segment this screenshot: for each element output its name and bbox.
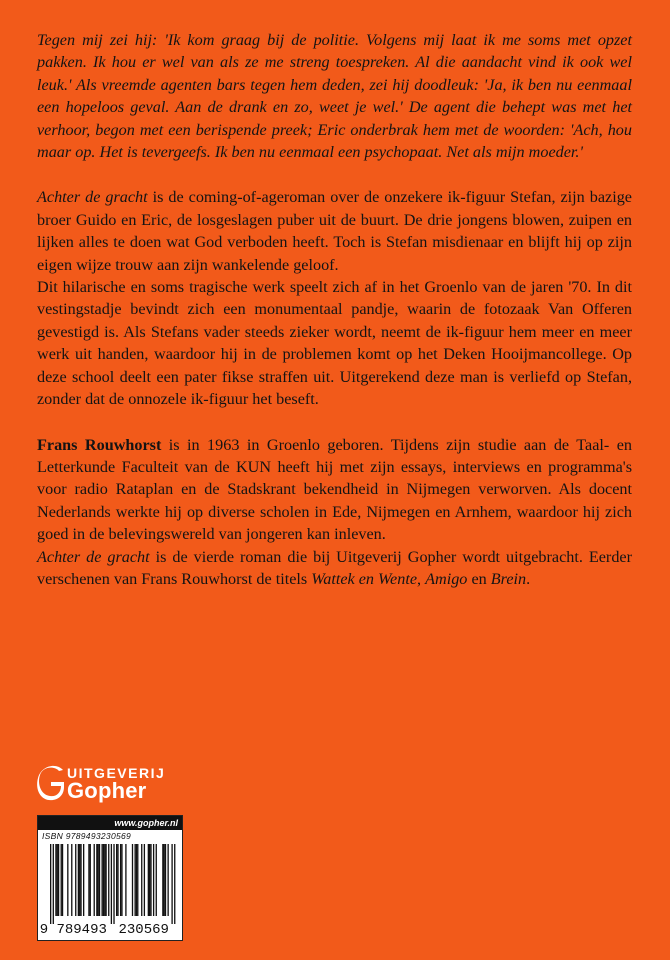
barcode-bar [98,844,99,916]
barcode-bar [80,844,81,916]
barcode-bar [144,844,145,916]
barcode-bar [167,844,168,916]
barcode-digits: 789493 [56,922,107,938]
barcode-bar [132,844,133,916]
barcode-bar [58,844,59,916]
barcode-bar [71,844,72,916]
barcode-bar [165,844,166,916]
barcode-bar [96,844,97,916]
barcode-bar [103,844,104,916]
barcode-bar [53,844,54,924]
barcode-bar [105,844,106,916]
barcode-digits: 230569 [118,922,169,938]
barcode-panel [37,815,183,941]
barcode-bar [149,844,150,916]
author-name: Frans Rouwhorst [37,435,162,454]
barcode-bar [141,844,142,916]
gopher-g-logo-icon [37,765,65,802]
barcode-bar [171,844,172,924]
barcode-bar [108,844,109,916]
barcode-bar [111,844,112,924]
barcode-bar [134,844,135,916]
website-url: www.gopher.nl [38,816,182,830]
isbn-label: ISBN 9789493230569 [42,831,132,841]
summary-paragraph-2: Dit hilarische en soms tragische werk speelt zich af in het Groenlo van de jaren '70. In dit vestingstadje bevindt zich een monumentaal pandje, waarin de fotozaak Van Offeren gevestigd is. Als Stefans vader steeds zieker wordt, neemt de ik-figuur hem meer en meer werk uit handen, waardoor hij in de problemen komt op het Deken Hooijmancollege. Op deze school deelt een pater fikse straffen uit. Uitgerekend deze man is verliefd op Stefan, zonder dat de onnozele ik-figuur het beseft. [37,278,632,409]
barcode-bar [156,844,157,916]
barcode-bar [75,844,76,916]
author-paragraph-1: Frans Rouwhorst is in 1963 in Groenlo geboren. Tijdens zijn studie aan de Taal- en Letterkunde Faculteit van de KUN heeft hij met zijn essays, interviews en programma's voor radio Rataplan en de Stadskrant bekendheid in Nijmegen verworven. Als docent Nederlands werkte hij op diverse scholen in Ede, Nijmegen en Arnhem, waardoor hij zich goed in de belevingswereld van jongeren kan inleven. [37,435,632,544]
barcode-bar [164,844,165,916]
publisher-line-1: UITGEVERIJ [67,765,166,781]
barcode-bar [153,844,154,916]
summary-paragraph-1: Achter de gracht is de coming-of-ageroman over de onzekere ik-figuur Stefan, zijn bazige broer Guido en Eric, de losgeslagen puber uit de buurt. De drie jongens blowen, zuipen en lijken alles te doen wat God verboden heeft. Toch is Stefan misdienaar en blijft hij op zijn eigen wijze trouw aan zijn wankelende geloof. [37,188,632,274]
publisher-logo [37,764,177,804]
barcode-bar [116,844,117,916]
barcode-bar [104,844,105,916]
barcode-bar [79,844,80,916]
book-title: Achter de gracht [37,188,148,207]
quote-paragraph: Tegen mij zei hij: 'Ik kom graag bij de politie. Volgens mij laat ik me soms met opzet pakken. Ik hou er wel van als ze me streng toespreken. Al die aandacht vind ik ook wel leuk.' Als vreemde agenten bars tegen hem deden, zei hij doodleuk: 'Ja, ik ben nu eenmaal een hopeloos geval. Aan de drank en zo, weet je wel.' De agent die behept was met het verhoor, begon met een berispende preek; Eric onderbrak hem met de woorden: 'Ach, hou maar op. Het is tevergeefs. Ik ben nu eenmaal een psychopaat. Net als mijn moeder.' [37,31,632,162]
barcode-bar [136,844,137,916]
barcode-bar [99,844,100,916]
barcode-bar [148,844,149,916]
barcode-bar [57,844,58,916]
barcode-bar [88,844,89,916]
publisher-line-2: Gopher [67,778,147,803]
barcode-bar [67,844,68,916]
barcode-bar [150,844,151,916]
barcode-bar [137,844,138,916]
barcode-bar [174,844,175,924]
barcode-bar [50,844,51,924]
barcode-bar [125,844,126,916]
barcode-bar [94,844,95,916]
barcode-bar [90,844,91,916]
barcode-bar [61,844,62,916]
barcode-bar [120,844,121,916]
barcode-bar [62,844,63,916]
barcode-bar [117,844,118,916]
barcode-bar [113,844,114,924]
barcode-bar [83,844,84,916]
barcode-bar [162,844,163,916]
barcode-bar [55,844,56,916]
barcode-bar [121,844,122,916]
author-paragraph-2: Achter de gracht is de vierde roman die bij Uitgeverij Gopher wordt uitgebracht. Eerder verschenen van Frans Rouwhorst de titels Wattek en Wente, Amigo en Brein. [37,547,632,588]
back-cover-text [37,29,632,590]
barcode-bar [78,844,79,916]
ean13-barcode [38,842,182,940]
barcode-digits: 9 [39,922,49,938]
barcode-bar [101,844,102,916]
